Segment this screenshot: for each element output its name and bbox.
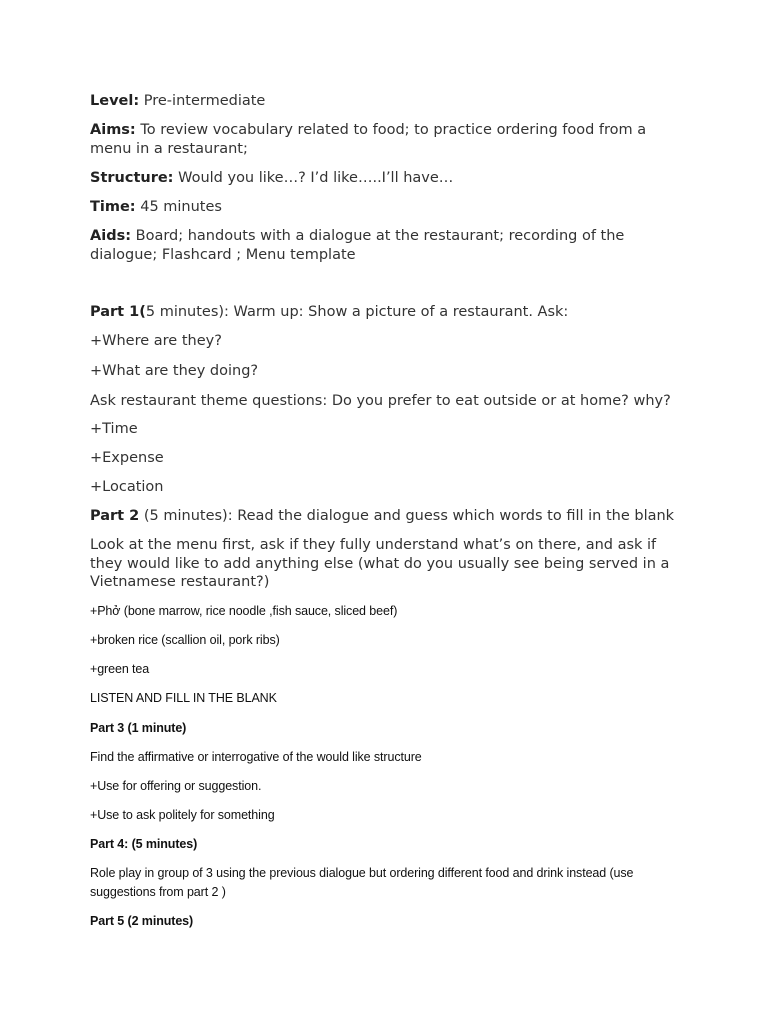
structure-label: Structure: — [90, 170, 174, 186]
listen-instruction: LISTEN AND FILL IN THE BLANK — [90, 691, 277, 705]
menu-item-broken-rice: +broken rice (scallion oil, pork ribs) — [90, 633, 280, 647]
aims-label: Aims: — [90, 122, 136, 138]
aids-label: Aids: — [90, 228, 132, 244]
part1-factor-expense: +Expense — [90, 450, 164, 466]
time-value: 45 minutes — [135, 199, 222, 215]
part1-heading — [90, 303, 690, 322]
part2-heading — [90, 507, 710, 526]
aims-line — [90, 121, 690, 158]
part1-question-doing: +What are they doing? — [90, 363, 259, 379]
part3-heading — [90, 719, 690, 738]
part3-text: Find the affirmative or interrogative of the would like structure — [90, 750, 422, 764]
part1-text: 5 minutes): Warm up: Show a picture of a restaurant. Ask: — [145, 304, 569, 320]
part1-theme-question: Ask restaurant theme questions: Do you prefer to eat outside or at home? why? — [90, 393, 671, 409]
part2-menu-note: Look at the menu first, ask if they fully understand what’s on there, and ask if they would like to add anything else (what do you usually see being served in a Vietnamese restaurant?) — [90, 537, 670, 590]
level-value: Pre-intermediate — [139, 93, 266, 109]
part4-text: Role play in group of 3 using the previous dialogue but ordering different food and drink instead (use suggestions from part 2 ) — [90, 866, 634, 899]
part4-heading — [90, 835, 690, 854]
part2-label: Part 2 — [90, 508, 140, 524]
part5-heading — [90, 912, 690, 931]
structure-value: Would you like…? I’d like…..I’ll have… — [173, 170, 454, 186]
part1-factor-time: +Time — [90, 421, 138, 437]
time-line — [90, 198, 690, 217]
aids-value: Board; handouts with a dialogue at the restaurant; recording of the dialogue; Flashcard ; Menu template — [90, 228, 625, 263]
part3-heading-text: Part 3 (1 minute) — [90, 721, 187, 735]
part4-heading-text: Part 4: (5 minutes) — [90, 837, 198, 851]
level-line — [90, 92, 690, 111]
aims-value: To review vocabulary related to food; to practice ordering food from a menu in a restaurant; — [90, 122, 647, 157]
time-label: Time: — [90, 199, 136, 215]
aids-line — [90, 227, 690, 264]
part5-heading-text: Part 5 (2 minutes) — [90, 914, 194, 928]
structure-line — [90, 169, 690, 188]
part3-item-offering: +Use for offering or suggestion. — [90, 779, 262, 793]
part1-label: Part 1( — [90, 304, 146, 320]
level-label: Level: — [90, 93, 140, 109]
part1-factor-location: +Location — [90, 479, 164, 495]
part3-item-polite: +Use to ask politely for something — [90, 808, 275, 822]
menu-item-green-tea: +green tea — [90, 662, 150, 676]
part2-text: (5 minutes): Read the dialogue and guess which words to fill in the blank — [139, 508, 675, 524]
menu-item-pho: +Phở (bone marrow, rice noodle ,fish sauce, sliced beef) — [90, 604, 398, 618]
part1-question-where: +Where are they? — [90, 333, 222, 349]
